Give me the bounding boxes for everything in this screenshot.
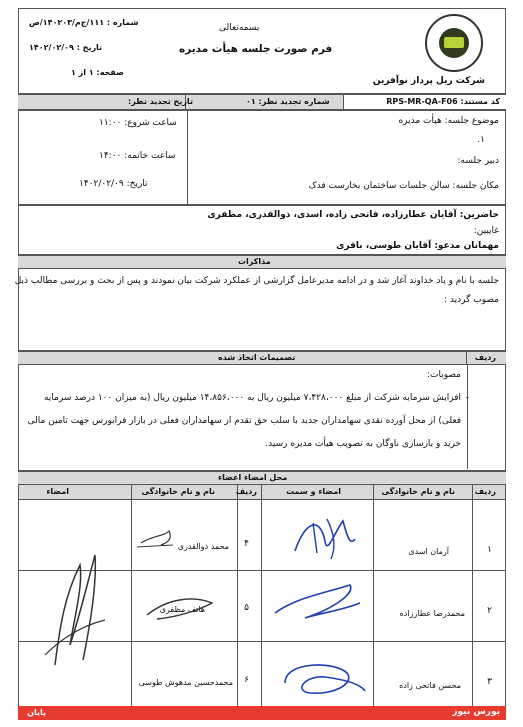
decision-dash: -: [465, 393, 469, 403]
approvals-label: مصوبات:: [426, 370, 461, 380]
start-time: ساعت شروع: ۱۱:۰۰: [99, 118, 177, 128]
subject-item: ۱.: [477, 135, 485, 145]
sign-header-name-left: نام و نام خانوادگی: [141, 487, 215, 496]
sign-row-1-name: آرمان اسدی: [408, 547, 449, 556]
signatures-title-bar: [18, 471, 506, 485]
signatures-table: [18, 485, 506, 714]
sign-row-6-name: محمدحسین مدهوش طوسی: [138, 678, 233, 687]
sign-header-row-right: ردیف: [474, 487, 496, 496]
form-title: فرم صورت جلسه هیأت مدیره: [179, 43, 333, 55]
decision-line-2: فعلی) از محل آورده نقدی سهامداران جدید با سلب حق تقدم از سهامداران فعلی در بازار فرابورس جهت تامین مالی: [27, 416, 461, 426]
document-code: کد مستند: RPS-MR-QA-F06: [386, 97, 500, 106]
document-page: [14, 8, 506, 720]
signature-4: [133, 525, 235, 555]
sign-row-3-name: محسن فاتحی زاده: [399, 681, 461, 690]
sign-header-name-right: نام و نام خانوادگی: [381, 487, 455, 496]
sign-row-4-number: ۴: [244, 539, 249, 549]
absent-members: غایبین:: [473, 226, 499, 236]
signatures-title: محل امضاء اعضاء: [218, 473, 288, 482]
decisions-title: تصمیمات اتخاذ شده: [218, 353, 296, 362]
footer-bar: [18, 706, 506, 720]
signature-5: [137, 589, 237, 629]
sign-row-5-name: هاتف مظفری: [159, 605, 205, 614]
present-members: حاضرین: آقایان عطارزاده، فاتحی زاده، اسدی، ذوالقدری، مظفری: [207, 210, 499, 220]
discussion-line-2: مصوب گردید :: [444, 295, 499, 305]
attendees: [18, 205, 506, 255]
decisions-body: [18, 365, 506, 471]
discussion-body: [14, 269, 506, 351]
decisions-row-header: ردیف: [474, 353, 496, 362]
revision-bar: [18, 94, 506, 110]
discussion-line-1: جلسه با نام و یاد خداوند آغاز شد و در ادامه مدیرعامل گزارشی از عملکرد شرکت بیان نمودند و پس از بحث و بررسی مطالب ذیل: [14, 276, 499, 286]
watermark: بورس نیوز: [452, 707, 500, 717]
end-time: ساعت خاتمه: ۱۴:۰۰: [99, 151, 176, 161]
sign-row-6-number: ۶: [244, 675, 249, 685]
decisions-title-bar: [18, 351, 506, 365]
document-date: تاریخ : ۱۴۰۲/۰۲/۰۹: [29, 43, 103, 52]
sign-row-2-number: ۲: [487, 606, 492, 616]
meeting-date: تاریخ: ۱۴۰۲/۰۲/۰۹: [79, 179, 148, 189]
document-header: [18, 8, 506, 94]
sign-header-sign-left: امضاء: [46, 487, 69, 496]
discussion-title-bar: [18, 255, 506, 269]
document-page-count: صفحه: ۱ از ۱: [71, 68, 124, 77]
company-logo: [425, 14, 483, 72]
meeting-info: [18, 110, 506, 205]
sign-header-sign-right: امضاء و سمت: [286, 487, 341, 496]
sign-row-3-number: ۳: [487, 677, 492, 687]
sign-row-2-name: محمدرضا عطارزاده: [399, 609, 465, 618]
sign-header-row-left: ردیف: [235, 487, 257, 496]
document-number: شماره : ۱۱۱/ج‌م/۱۴۰۲۰۳/ص: [29, 18, 139, 27]
bismillah: بسمه‌تعالی: [219, 23, 260, 33]
decision-line-3: خرید و بازسازی ناوگان به تصویب هیأت مدیره رسید.: [265, 439, 461, 449]
sign-row-5-number: ۵: [244, 603, 249, 613]
signature-1: [265, 501, 370, 569]
decision-line-1: افزایش سرمایه شرکت از مبلغ ۷،۴۲۸،۰۰۰ میلیون ریال به ۱۴،۸۵۶،۰۰۰ میلیون ریال (به میزان ۱۰۰ درصد سرمایه: [43, 393, 461, 403]
meeting-secretary: دبیر جلسه:: [457, 156, 499, 166]
revision-date-label: تاریخ تجدید نظر:: [128, 97, 193, 106]
signature-2: [265, 573, 370, 639]
discussion-title: مذاکرات: [238, 257, 271, 266]
signature-chairman: [25, 525, 129, 675]
meeting-subject: موضوع جلسه: هیأت مدیره: [398, 116, 499, 126]
sign-row-1-number: ۱: [487, 545, 492, 555]
revision-number: شماره تجدید نظر: ۰۱: [246, 97, 330, 106]
meeting-location: مکان جلسه: سالن جلسات ساختمان بخارست فدک: [308, 181, 499, 191]
company-name: شرکت ریل پرداز نوآفرین: [372, 76, 485, 86]
end-label: پایان: [27, 708, 46, 717]
guests: مهمانان مدعو: آقایان طوسی، باقری: [336, 241, 499, 251]
signature-3: [265, 643, 370, 711]
sign-row-4-name: محمد ذوالقدری: [177, 542, 229, 551]
